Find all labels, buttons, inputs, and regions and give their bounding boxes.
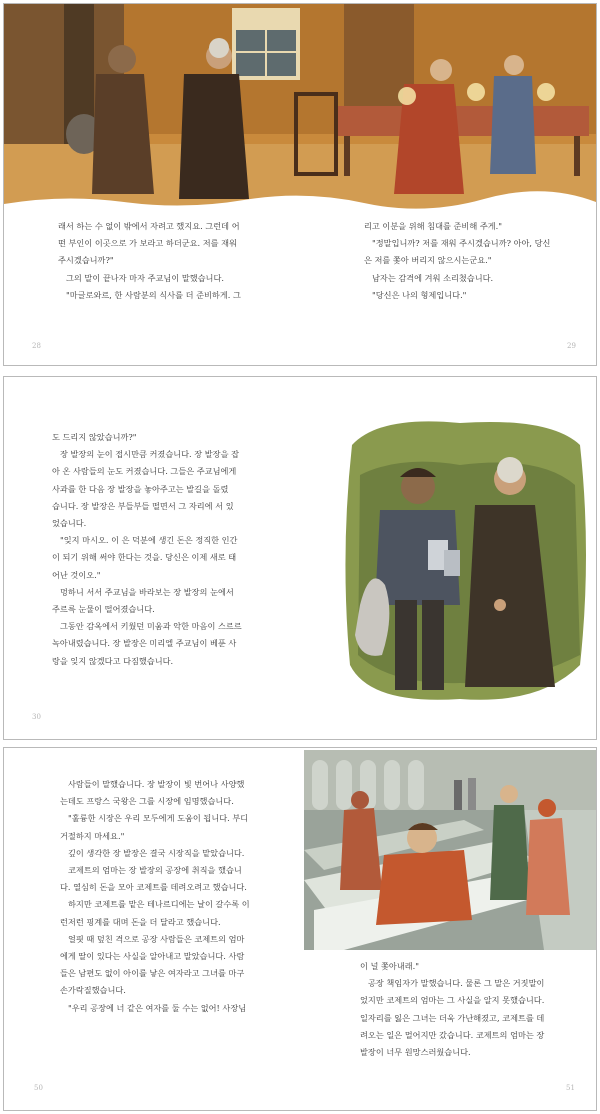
- text-line: 녹아내렸습니다. 장 발장은 미리엘 주교님이 베푼 사: [52, 638, 237, 649]
- text-line: 는데도 프랑스 국왕은 그를 시장에 임명했습니다.: [60, 796, 234, 807]
- page-text-right: [364, 218, 550, 304]
- text-line: 멍하니 서서 주교님을 바라보는 장 발장의 눈에서: [60, 586, 234, 597]
- text-line: 었습니다.: [52, 518, 87, 529]
- text-line: "정말입니까? 저를 재워 주시겠습니까? 아아, 당신: [372, 238, 551, 249]
- text-line: 얼핏 때 덮친 격으로 공장 사람들은 코제트의 엄마: [68, 933, 245, 944]
- text-line: 사람들이 말했습니다. 장 발장이 빛 번어나 사양했: [68, 779, 245, 789]
- page-number-left: 30: [32, 713, 41, 721]
- page-text-left: [60, 776, 250, 1017]
- text-line: 래서 하는 수 없이 밖에서 자려고 했지요. 그런데 어: [58, 221, 240, 231]
- text-line: 깊이 생각한 장 발장은 결국 시장직을 맡았습니다.: [68, 847, 245, 858]
- page-text-left: [52, 429, 242, 670]
- text-line: 어난 것이오.": [52, 569, 101, 580]
- text-line: "잊지 마시오. 이 은 덕분에 생긴 돈은 정직한 인간: [60, 535, 238, 546]
- text-line: 하지만 코제트를 맡은 테나르디에는 날이 갈수록 이: [68, 899, 250, 910]
- text-line: 남자는 감격에 겨워 소리쳤습니다.: [372, 272, 494, 283]
- page-number-right: 29: [567, 342, 576, 350]
- text-line: 장 발장의 눈이 접시만큼 커졌습니다. 장 발장을 잡: [60, 449, 240, 460]
- text-line: 아 온 사람들의 눈도 커졌습니다. 그들은 주교님에게: [52, 466, 237, 477]
- page-spread-30: [3, 376, 597, 740]
- page-spread-28-29: [3, 3, 597, 366]
- text-line: 거절하지 마세요.": [60, 830, 125, 841]
- text-line: 코제트의 엄마는 장 발장의 공장에 취직을 했습니: [68, 865, 242, 876]
- illustration-bishop-welcomes-stranger: [4, 4, 596, 209]
- page-spread-50-51: [3, 747, 597, 1111]
- page-number-right: 51: [566, 1084, 575, 1092]
- text-line: 떤 부인이 이곳으로 가 보라고 하더군요. 저를 재워: [58, 238, 238, 249]
- text-line: 습니다. 장 발장은 부들부들 떨면서 그 자리에 서 있: [52, 500, 234, 511]
- text-line: 손가락질했습니다.: [60, 985, 126, 996]
- text-line: "당신은 나의 형제입니다.": [372, 289, 467, 300]
- text-line: 그동안 감옥에서 키웠던 미움과 악한 마음이 스르르: [60, 621, 242, 632]
- text-line: 었지만 코제트의 엄마는 그 사실을 알지 못했습니다.: [360, 995, 545, 1006]
- illustration-factory-workers: [304, 750, 596, 950]
- text-line: 주르륵 눈물이 떨어졌습니다.: [52, 604, 155, 615]
- text-line: 다. 열심히 돈을 모아 코제트를 데려오려고 했습니다.: [60, 882, 247, 893]
- text-line: 도 드리지 않았습니까?": [52, 432, 137, 442]
- page-text-right: [360, 958, 544, 1061]
- page-number-left: 28: [32, 342, 41, 350]
- text-line: 런저런 핑계를 대며 돈을 더 달라고 했습니다.: [60, 916, 221, 927]
- text-line: 은 저를 쫓아 버리지 않으시는군요.": [364, 255, 492, 266]
- text-line: 발장이 너무 원망스러웠습니다.: [360, 1047, 471, 1058]
- text-line: 에게 딸이 있다는 사실을 알아내고 말았습니다. 사람: [60, 951, 245, 962]
- text-line: 주시겠습니까?": [58, 255, 114, 266]
- illustration-jean-valjean-and-bishop: [340, 415, 592, 705]
- text-line: 사과를 한 다음 장 발장을 놓아주고는 발길을 돌렸: [52, 483, 229, 494]
- text-line: "우리 공장에 너 같은 여자를 둘 수는 없어! 사장님: [68, 1002, 247, 1013]
- text-line: 일자리를 잃은 그녀는 더욱 가난해졌고, 코제트를 데: [360, 1012, 545, 1023]
- text-line: 공장 책임자가 말했습니다. 물론 그 말은 거짓말이: [368, 978, 545, 989]
- text-line: 이 널 쫓아내래.": [360, 961, 420, 971]
- text-line: 그의 말이 끝나자 마자 주교님이 말했습니다.: [66, 272, 224, 283]
- page-number-left: 50: [34, 1084, 43, 1092]
- page-text-left: [58, 218, 241, 304]
- text-line: 려오는 일은 멀어지만 갔습니다. 코제트의 엄마는 장: [360, 1029, 545, 1040]
- text-line: 랑을 잊지 않겠다고 다짐했습니다.: [52, 655, 174, 666]
- text-line: "훌륭한 시장은 우리 모두에게 도움이 됩니다. 부디: [68, 813, 249, 824]
- text-line: 들은 남편도 없이 아이를 낳은 여자라고 그녀를 마구: [60, 968, 245, 979]
- text-line: 리고 이분을 위해 침대를 준비해 주게.": [364, 221, 503, 231]
- text-line: 이 되기 위해 써야 한다는 것을. 당신은 이제 새로 태: [52, 552, 237, 563]
- text-line: "마글로와르, 한 사람분의 식사를 더 준비하게. 그: [66, 289, 241, 300]
